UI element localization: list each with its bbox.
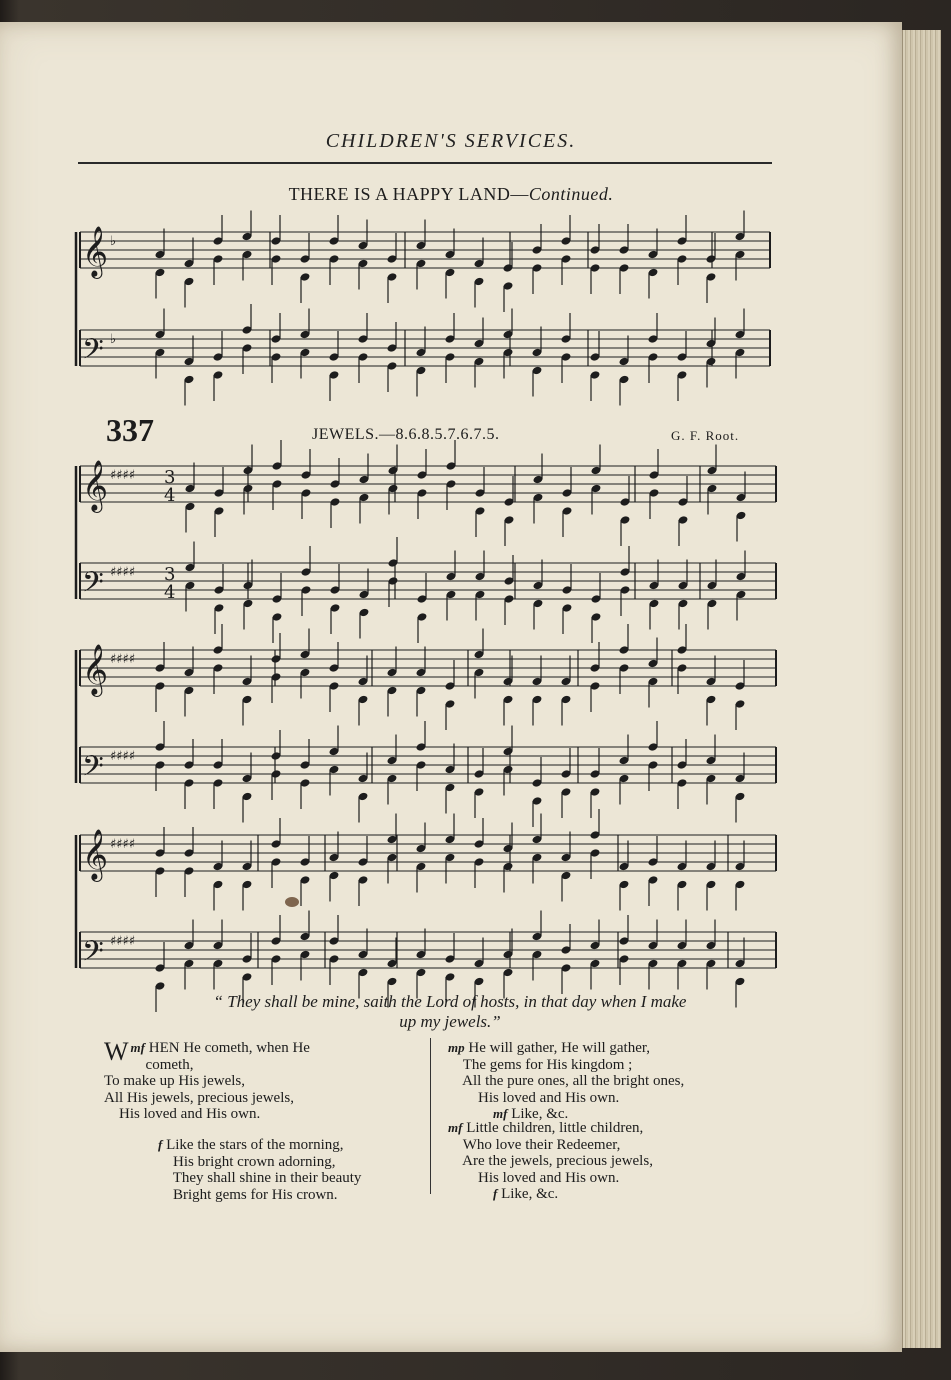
hymn-composer: G. F. Root.	[671, 428, 740, 443]
verse-3	[448, 1120, 653, 1203]
verse-2-text: He will gather, He will gather, The gems for His kingdom ; All the pure ones, all the bright ones, His loved and His own.	[462, 1040, 685, 1106]
key-signature: ♯♯♯♯	[110, 749, 136, 764]
verse-2-refrain: Like, &c.	[511, 1106, 569, 1123]
treble-clef: 𝄞	[82, 460, 109, 511]
verse-2	[448, 1040, 684, 1123]
time-signature-bottom: 4	[164, 485, 176, 506]
key-signature: ♯♯♯♯	[110, 934, 136, 949]
epigraph-line-2: up my jewels.”	[399, 1012, 501, 1031]
hymn-number: 337	[106, 412, 154, 448]
epigraph-line-1: “ They shall be mine, saith the Lord of hosts, in that day when I make	[213, 992, 687, 1011]
verse-1-dropcap: W	[104, 1037, 129, 1066]
verse-2-refrain-dynamic: mf	[493, 1106, 508, 1122]
time-signature-top: 3	[164, 564, 176, 585]
bass-clef: 𝄢	[82, 566, 104, 606]
continued-label: Continued.	[528, 184, 614, 204]
verse-2-dynamic: mp	[448, 1040, 465, 1055]
bass-clef: 𝄢	[82, 750, 104, 790]
key-signature: ♭	[110, 234, 117, 249]
verse-3-refrain: Like, &c.	[501, 1186, 559, 1203]
chorus-text: Like the stars of the morning, His bright crown adorning, They shall shine in their beauty Bright gems for His crown.	[166, 1137, 362, 1203]
verse-1-text: HEN He cometh, when He cometh, To make up His jewels, All His jewels, precious jewels, His loved and His own.	[104, 1040, 310, 1123]
key-signature: ♯♯♯♯	[110, 837, 136, 852]
time-signature-bottom: 4	[164, 582, 176, 603]
foxing-spot	[285, 897, 299, 907]
verse-1-dynamic: mf	[130, 1040, 145, 1055]
chorus	[158, 1137, 361, 1203]
column-divider	[430, 1038, 431, 1194]
treble-clef: 𝄞	[82, 829, 109, 880]
treble-clef: 𝄞	[82, 226, 109, 277]
bass-clef: 𝄢	[82, 935, 104, 975]
verse-1	[104, 1037, 310, 1123]
key-signature: ♯♯♯♯	[110, 565, 136, 580]
verse-3-text: Little children, little children, Who love their Redeemer, Are the jewels, precious jewels, His loved and His own.	[462, 1120, 653, 1186]
time-signature-top: 3	[164, 467, 176, 488]
key-signature: ♭	[110, 332, 117, 347]
verse-3-dynamic: mf	[448, 1120, 463, 1135]
running-head: CHILDREN'S SERVICES.	[325, 130, 577, 152]
verse-3-refrain-dynamic: f	[493, 1186, 498, 1202]
hymn-title: JEWELS.—8.6.8.5.7.6.7.5.	[312, 426, 500, 443]
epigraph	[120, 992, 780, 1032]
key-signature: ♯♯♯♯	[110, 652, 136, 667]
bass-clef: 𝄢	[82, 333, 104, 373]
treble-clef: 𝄞	[82, 644, 109, 695]
key-signature: ♯♯♯♯	[110, 468, 136, 483]
continued-hymn-name: THERE IS A HAPPY LAND—	[288, 184, 529, 204]
chorus-dynamic: f	[158, 1137, 163, 1152]
